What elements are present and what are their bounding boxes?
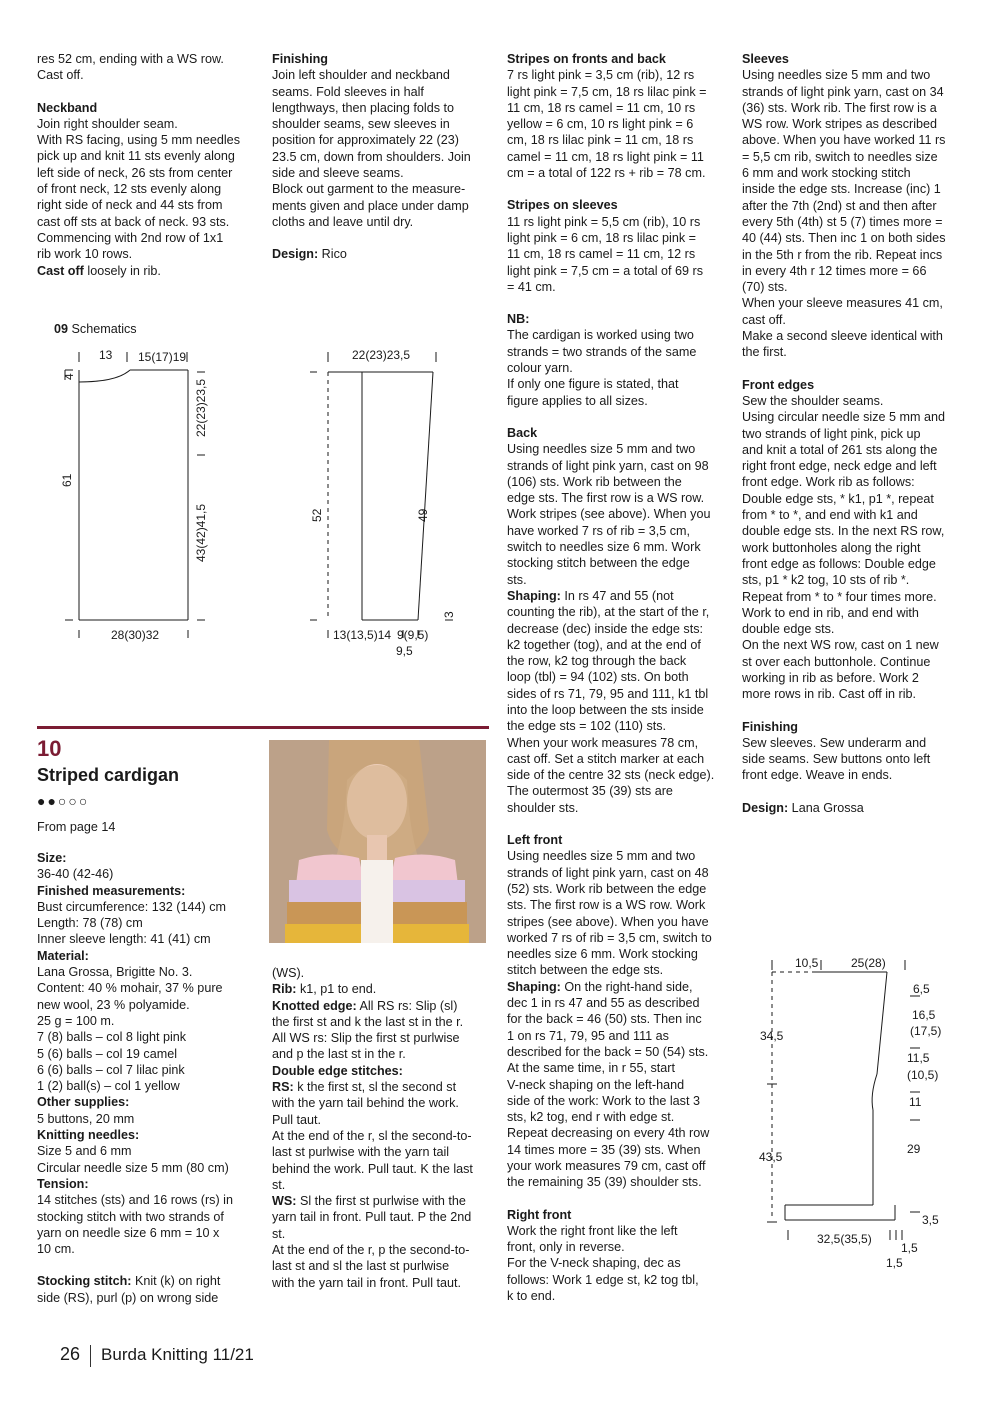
text-line — [507, 979, 729, 995]
text-line: 36-40 (42-46) — [37, 867, 114, 882]
schematic-title: Schematics — [68, 322, 137, 336]
section-rule — [37, 726, 489, 729]
text-line: Repeat from * to * four times more. — [742, 589, 937, 604]
sleeve-right: 49 — [416, 508, 430, 522]
text-line: st over each buttonhole. Continue — [742, 654, 931, 669]
text-line: At the same time, in r 55, start — [507, 1061, 675, 1076]
front-r5: 29 — [907, 1142, 921, 1156]
text-line: Using needles size 5 mm and two — [507, 442, 696, 457]
needles-heading: Knitting needles: — [37, 1128, 140, 1143]
text-line: stocking stitch with two strands of — [37, 1209, 224, 1224]
text-line: with the yarn tail behind the work. — [272, 1096, 459, 1111]
design-label: Design: — [742, 800, 789, 815]
text-span: Sl the first st purlwise with the — [296, 1194, 466, 1209]
text-line: two strands of light pink, pick up — [742, 426, 921, 441]
text-line — [272, 981, 490, 997]
text-line: (70) sts. — [742, 280, 788, 295]
front-r6: 3,5 — [922, 1213, 939, 1227]
text-line: Join right shoulder seam. — [37, 116, 178, 131]
text-line: Circular needle size 5 mm (80 cm) — [37, 1160, 229, 1175]
text-line: ments given and place under damp — [272, 198, 469, 213]
front-top-b: 25(28) — [851, 956, 886, 970]
sleeve-bottom: 13(13,5)14 — [333, 628, 392, 642]
shaping-label: Shaping: — [507, 588, 561, 603]
text-line: light pink = 6 cm, 18 rs lilac pink = — [507, 230, 696, 245]
text-line: follows: Work 1 edge st, k2 tog tbl, — [507, 1272, 699, 1287]
front-bottom: 32,5(35,5) — [817, 1232, 872, 1246]
design-label: Design: — [272, 247, 319, 262]
section-number: 10 — [37, 736, 62, 761]
text-line: Using needles size 5 mm and two — [742, 68, 931, 83]
text-line: have worked 7 rs of rib = 3,5 cm, — [507, 523, 691, 538]
text-line: strands = two strands of the same — [507, 344, 697, 359]
text-line: stripes (see above). When you have — [507, 914, 709, 929]
text-line: 11 cm, 18 rs camel = 11 cm, 12 rs — [507, 247, 696, 262]
text-line: sts. The first row is a WS row. Work — [507, 898, 706, 913]
back-side-small: 4 — [62, 373, 76, 380]
text-line: strands of light pink yarn, cast on 34 — [742, 84, 944, 99]
text-line: k to end. — [507, 1289, 556, 1304]
text-line: side and sleeve seams. — [272, 166, 404, 181]
text-line: 7 rs light pink = 3,5 cm (rib), 12 rs — [507, 68, 695, 83]
text-line: for the back = 46 (50) sts. Then inc — [507, 1012, 702, 1027]
front-bot-r2: 1,5 — [886, 1256, 903, 1270]
magazine-name: Burda Knitting — [101, 1345, 208, 1364]
sleeve-top: 22(23)23,5 — [352, 348, 411, 362]
text-line: working in rib as before. Work 2 — [742, 670, 919, 685]
text-line: At the end of the r, sl the second-to- — [272, 1128, 472, 1143]
text-line: shoulder seams, sew sleeves in — [272, 117, 450, 132]
text-line: dec 1 in rs 47 and 55 as described — [507, 996, 700, 1011]
text-line: Join left shoulder and neckband — [272, 68, 450, 83]
sleeves-heading: Sleeves — [742, 52, 789, 66]
size-heading: Size: — [37, 851, 67, 865]
text-line: edge sts. The first row is a WS row. — [507, 491, 705, 506]
text-line: 14 times more = 35 (39) sts. When — [507, 1142, 701, 1157]
text-line: Work stripes (see above). When you — [507, 507, 711, 522]
text-line: front edge as follows: Double edge — [742, 556, 936, 571]
front-top-a: 10,5 — [795, 956, 819, 970]
text-line: yarn on needle size 6 mm = 10 x — [37, 1225, 220, 1240]
page-footer — [60, 1344, 254, 1367]
text-line: behind the work. Pull taut. K the last — [272, 1161, 473, 1176]
front-bot-r1: 1,5 — [901, 1241, 918, 1255]
column-1 — [37, 51, 255, 279]
text-line: the first st and k the last st in the r. — [272, 1014, 464, 1029]
text-line — [507, 588, 729, 604]
text-line: last st and sl the last st purlwise — [272, 1259, 450, 1274]
text-line: yarn tail in front. Pull taut. P the 2nd — [272, 1210, 472, 1225]
back-heading: Back — [507, 425, 538, 440]
text-line: 1 on rs 71, 79, 95 and 111 as — [507, 1028, 669, 1043]
text-line: strands of light pink yarn, cast on 98 — [507, 458, 709, 473]
text-line: right side of neck and 44 sts from — [37, 198, 223, 213]
text-line: 14 stitches (sts) and 16 rows (rs) in — [37, 1193, 233, 1208]
front-left-b: 43,5 — [759, 1150, 783, 1164]
text-line: light pink = 7,5 cm = a total of 69 rs — [507, 263, 704, 278]
shaping-label: Shaping: — [507, 979, 561, 994]
text-line: 5 (6) balls – col 19 camel — [37, 1046, 177, 1061]
text-line: left side of neck, 26 sts from center — [37, 165, 233, 180]
text-line: If only one figure is stated, that — [507, 377, 679, 392]
text-line: Using circular needle size 5 mm and — [742, 410, 945, 425]
supplies-heading: Other supplies: — [37, 1095, 130, 1110]
text-span: Knit (k) on right — [131, 1274, 221, 1289]
text-line: inside the edge sts. Increase (inc) 1 — [742, 182, 941, 197]
text-line: new wool, 23 % polyamide. — [37, 997, 190, 1012]
left-front-heading: Left front — [507, 833, 563, 848]
front-r4: 11 — [909, 1095, 922, 1109]
difficulty-rating: ●●○○○ — [37, 793, 90, 809]
text-line: stocking stitch between the edge — [507, 556, 690, 571]
text-line: (WS). — [272, 966, 305, 980]
text-line: position for approximately 22 (23) — [272, 133, 459, 148]
text-span: k the first st, sl the second st — [293, 1080, 457, 1095]
text-line: Make a second sleeve identical with — [742, 329, 943, 344]
text-line — [272, 1193, 490, 1209]
text-line: 1 (2) ball(s) – col 1 yellow — [37, 1079, 180, 1094]
text-line: 7 (8) balls – col 8 light pink — [37, 1030, 187, 1045]
text-line: worked 7 rs of rib = 3,5 cm, switch to — [507, 930, 712, 945]
measurements-heading: Finished measurements: — [37, 883, 186, 898]
text-line: your work measures 79 cm, cast off — [507, 1159, 706, 1173]
text-line: side of the centre 32 sts (neck edge). — [507, 768, 715, 783]
text-line: Work the right front like the left — [507, 1223, 678, 1238]
materials-column — [37, 850, 255, 1306]
stripes-sleeves-heading: Stripes on sleeves — [507, 198, 618, 213]
text-line: Using needles size 5 mm and two — [507, 849, 696, 864]
text-line: 5 buttons, 20 mm — [37, 1111, 135, 1126]
model-illustration — [269, 740, 486, 943]
text-line: Repeat decreasing on every 4th row — [507, 1126, 710, 1141]
text-line: into the loop between the sts inside — [507, 702, 704, 717]
column-2 — [272, 51, 490, 263]
text-line: 6 (6) balls – col 7 lilac pink — [37, 1062, 185, 1077]
text-line: seams. Fold sleeves in half — [272, 84, 424, 99]
stocking-stitch-label: Stocking stitch: — [37, 1274, 132, 1289]
text-line: double edge sts. — [742, 622, 835, 637]
text-line: shoulder sts. — [507, 800, 579, 815]
rib-label: Rib: — [272, 982, 297, 997]
text-line: With RS facing, using 5 mm needles — [37, 133, 240, 148]
back-lower: 43(42)41,5 — [194, 503, 208, 562]
cardigan-photo — [269, 740, 486, 943]
text-line: (52) sts. Work rib between the edge — [507, 881, 707, 896]
text-line: k2 together (tog), and at the end of — [507, 637, 701, 652]
finishing-heading-2: Finishing — [742, 719, 798, 734]
front-r3: 11,5 — [907, 1051, 930, 1065]
text-span: All RS rs: Slip (sl) — [356, 998, 458, 1013]
back-schematic — [55, 342, 215, 642]
text-line: Bust circumference: 132 (144) cm — [37, 899, 226, 914]
back-upper: 22(23)23,5 — [194, 378, 208, 437]
text-line: side (RS), purl (p) on wrong side — [37, 1290, 219, 1305]
finishing-heading: Finishing — [272, 52, 328, 66]
text-line: cast off. — [742, 312, 786, 327]
text-line: pick up and knit 11 sts evenly along — [37, 149, 235, 164]
sleeve-bottom-b: 9(9,5) — [397, 628, 429, 642]
text-line: and knit a total of 261 sts along the — [742, 442, 938, 457]
text-line: stitch between the edge sts. — [507, 963, 664, 978]
text-line: the first. — [742, 345, 787, 360]
text-line — [37, 263, 255, 279]
text-line: front, only in reverse. — [507, 1240, 625, 1255]
text-line: cast off. Set a stitch marker at each — [507, 751, 705, 766]
front-edges-heading: Front edges — [742, 377, 815, 392]
text-line: light pink = 7,5 cm, 18 rs lilac pink = — [507, 84, 707, 99]
text-line: in every 4th r 12 times more = 66 — [742, 263, 927, 278]
text-line: every 5th (4th) st 5 (7) times more = — [742, 214, 943, 229]
text-line: Lana Grossa, Brigitte No. 3. — [37, 965, 193, 980]
text-line: described for the back = 50 (54) sts. — [507, 1044, 709, 1059]
text-line: front edge. Weave in ends. — [742, 768, 893, 783]
text-line: Block out garment to the measure- — [272, 182, 466, 197]
text-line: When your work measures 78 cm, — [507, 735, 699, 750]
text-line: The outermost 35 (39) sts are — [507, 784, 673, 799]
text-line: cm, 18 rs lilac pink = 11 cm, 18 rs — [507, 133, 694, 148]
text-line: WS row. Work stripes as described — [742, 117, 938, 132]
text-line: colour yarn. — [507, 361, 573, 376]
text-line: camel = 11 cm, 18 rs light pink = 11 — [507, 149, 704, 164]
text-line: Sew sleeves. Sew underarm and — [742, 735, 927, 750]
text-line: Double edge sts, * k1, p1 *, repeat — [742, 491, 934, 506]
text-line: from * to *, and end with k1 and — [742, 508, 918, 523]
knotted-edge-label: Knotted edge: — [272, 998, 357, 1013]
sleeve-small: 3 — [442, 611, 456, 618]
text-line: front edge. Work rib as follows: — [742, 475, 915, 490]
text-line: 10 cm. — [37, 1242, 75, 1257]
text-line: the edge sts = 102 (110) sts. — [507, 719, 667, 734]
text-line: At the end of the r, p the second-to- — [272, 1243, 470, 1258]
front-r2b: (17,5) — [910, 1024, 942, 1038]
text-line: cm = a total of 122 rs + rib = 78 cm. — [507, 166, 706, 181]
text-line: Cast off. — [37, 68, 84, 83]
text-line: side of the work: Work to the last 3 — [507, 1093, 700, 1108]
text-line: The cardigan is worked using two — [507, 328, 694, 343]
text-line: switch to needles size 6 mm. Work — [507, 540, 701, 555]
text-line: cast off sts at back of neck. 93 sts. — [37, 214, 230, 229]
design-credit-2 — [742, 800, 960, 816]
design-value: Rico — [318, 247, 347, 262]
text-line: work buttonholes along the right — [742, 540, 921, 555]
text-line: (106) sts. Work rib between the — [507, 474, 682, 489]
text-line: 6 mm and work stocking stitch — [742, 166, 911, 181]
page-number: 26 — [60, 1344, 81, 1364]
front-r2: 16,5 — [912, 1008, 936, 1022]
text-line: yellow = 6 cm, 10 rs light pink = 6 — [507, 117, 694, 132]
text-line: Length: 78 (78) cm — [37, 916, 143, 931]
text-line: strands of light pink yarn, cast on 48 — [507, 865, 709, 880]
text-line — [37, 1273, 255, 1289]
castoff-rest: loosely in rib. — [83, 263, 161, 278]
stitches-column — [272, 965, 490, 1291]
castoff-bold: Cast off — [37, 263, 84, 278]
text-line: 23.5 cm, down from shoulders. Join — [272, 149, 471, 164]
text-line: right front edge, neck edge and left — [742, 459, 937, 474]
text-line: st. — [272, 1226, 286, 1241]
text-line: and p the last st in the r. — [272, 1047, 406, 1062]
right-front-heading: Right front — [507, 1207, 572, 1222]
text-line: with the yarn tail in front. Pull taut. — [272, 1275, 461, 1290]
design-value: Lana Grossa — [788, 800, 864, 815]
text-line — [272, 1079, 490, 1095]
rs-label: RS: — [272, 1080, 294, 1095]
schematic-number: 09 — [54, 322, 69, 336]
text-line: counting the rib), at the start of the r, — [507, 605, 710, 620]
text-line: Size 5 and 6 mm — [37, 1144, 132, 1159]
text-line: When your sleeve measures 41 cm, — [742, 296, 943, 311]
text-line: the remaining 35 (39) shoulder sts. — [507, 1175, 702, 1190]
sleeve-bottom-c: 9,5 — [396, 644, 413, 658]
text-line: decrease (dec) inside the edge sts: — [507, 621, 704, 636]
neckband-heading: Neckband — [37, 100, 98, 115]
from-page: From page 14 — [37, 820, 116, 834]
back-length: 61 — [60, 473, 74, 487]
text-line: cloths and leave until dry. — [272, 214, 414, 229]
text-span: On the right-hand side, — [560, 979, 693, 994]
text-line — [272, 998, 490, 1014]
design-credit — [272, 246, 490, 262]
text-line: more rows in rib. Cast off in rib. — [742, 687, 917, 702]
text-line: sts, k2 tog, end r with edge st. — [507, 1110, 675, 1125]
text-line: On the next WS row, cast on 1 new — [742, 638, 939, 653]
text-line: of front neck, 12 sts evenly along — [37, 182, 222, 197]
back-top-right: 15(17)19 — [138, 350, 187, 364]
text-line: sides of rs 71, 79, 95 and 111, k1 tbl — [507, 686, 709, 701]
text-line: lengthways, then placing folds to — [272, 100, 455, 115]
column-4 — [742, 51, 960, 816]
column-3 — [507, 51, 729, 1304]
text-line: = 5,5 cm rib, switch to needles size — [742, 149, 938, 164]
material-heading: Material: — [37, 948, 89, 963]
double-edge-heading: Double edge stitches: — [272, 1063, 403, 1078]
text-line: V-neck shaping on the left-hand — [507, 1077, 685, 1092]
text-line: 25 g = 100 m. — [37, 1013, 115, 1028]
text-line: Pull taut. — [272, 1112, 322, 1127]
text-line: 11 rs light pink = 5,5 cm (rib), 10 rs — [507, 214, 701, 229]
text-line: sts. — [507, 572, 527, 587]
text-line: Work to end in rib, and end with — [742, 605, 919, 620]
text-line: Sew the shoulder seams. — [742, 393, 884, 408]
text-line: loop (tbl) = 94 (102) sts. On both — [507, 670, 689, 685]
footer-divider — [90, 1345, 91, 1367]
front-left-a: 34,5 — [760, 1029, 784, 1043]
text-line: st. — [272, 1177, 286, 1192]
front-schematic — [755, 950, 955, 1280]
front-r3b: (10,5) — [907, 1068, 939, 1082]
issue-number: 11/21 — [212, 1345, 254, 1364]
text-span: In rs 47 and 55 (not — [560, 588, 674, 603]
text-line: Inner sleeve length: 41 (41) cm — [37, 932, 211, 947]
back-top-left: 13 — [99, 348, 113, 362]
text-line: Content: 40 % mohair, 37 % pure — [37, 981, 223, 996]
text-line: All WS rs: Slip the first st purlwise — [272, 1031, 460, 1046]
schematics-label — [54, 322, 137, 336]
text-line: above. When you have worked 11 rs — [742, 133, 946, 148]
tension-heading: Tension: — [37, 1176, 89, 1191]
text-line: figure applies to all sizes. — [507, 393, 648, 408]
text-line: double edge sts. In the next RS row, — [742, 524, 945, 539]
text-line: 40 (44) sts. Then inc 1 on both sides — [742, 231, 946, 246]
ws-label: WS: — [272, 1194, 297, 1209]
text-line: (36) sts. Work rib. The first row is a — [742, 100, 937, 115]
nb-heading: NB: — [507, 312, 530, 327]
text-line: Commencing with 2nd row of 1x1 — [37, 230, 224, 245]
sleeve-schematic — [305, 342, 465, 662]
sleeve-left: 52 — [310, 508, 324, 522]
front-r1: 6,5 — [913, 982, 930, 996]
text-span: k1, p1 to end. — [296, 982, 377, 997]
text-line: the row, k2 tog through the back — [507, 654, 687, 669]
text-line: side seams. Sew buttons onto left — [742, 752, 931, 767]
text-line: last st purlwise with the yarn tail — [272, 1145, 450, 1160]
text-line: in the 5th r from the rib. Repeat incs — [742, 247, 943, 262]
text-line: For the V-neck shaping, dec as — [507, 1256, 681, 1271]
stripes-fronts-heading: Stripes on fronts and back — [507, 52, 666, 66]
text-line: 11 cm, 18 rs camel = 11 cm, 10 rs — [507, 100, 696, 115]
section-title: Striped cardigan — [37, 765, 180, 785]
back-bottom: 28(30)32 — [111, 628, 160, 642]
text-line: = 41 cm. — [507, 279, 556, 294]
text-line: res 52 cm, ending with a WS row. — [37, 52, 224, 66]
text-line: after the 7th (2nd) st and then after — [742, 198, 937, 213]
text-line: sts, p1 * k2 tog, 10 sts of rib *. — [742, 573, 910, 588]
text-line: needles size 6 mm. Work stocking — [507, 947, 698, 962]
text-line: rib work 10 rows. — [37, 247, 133, 262]
